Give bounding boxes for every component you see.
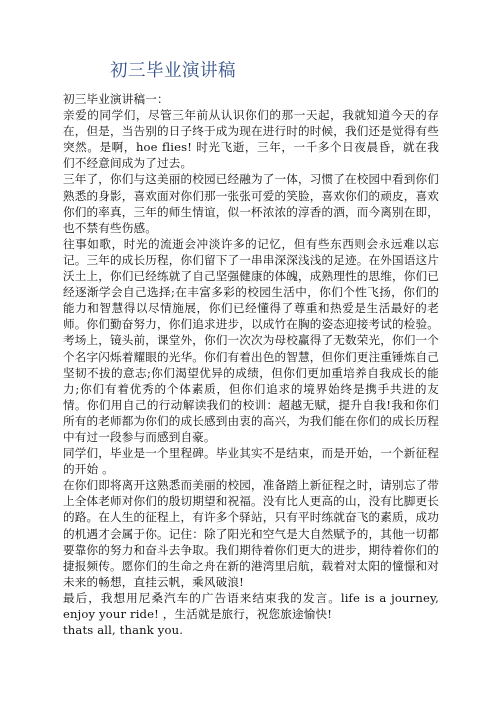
document-body (63, 91, 439, 638)
body-paragraph: 往事如歌，时光的流逝会冲淡许多的记忆，但有些东西则会永远难以忘记。三年的成长历程，你们留下了一串串深深浅浅的足迹。在外国语这片沃土上，你们已经练就了自己坚强健康的体魄，成熟理性的思维，你们已经逐渐学会自己选择;在丰富多彩的校园生活中，你们个性飞扬，你们的能力和智慧得以尽情施展，你们已经懂得了尊重和热爱是生活最好的老师。你们勤奋努力，你们追求进步，以成竹在胸的姿态迎接考试的检验。考场上，镜头前，课堂外，你们一次次为母校赢得了无数荣光，你们一个个名字闪烁着耀眼的光华。你们有着出色的智慧，但你们更注重锤炼自己坚韧不拔的意志;你们渴望优异的成绩，但你们更加重培养自我成长的能力;你们有着优秀的个体素质，但你们追求的境界始终是携手共进的友情。你们用自己的行动解读我们的校训：超越无赋，提升自我!我和你们所有的老师都为你们的成长感到由衷的高兴，为我们能在你们的成长历程中有过一段参与而感到自豪。 (63, 236, 439, 444)
closing-paragraph: thats all, thank you. (63, 623, 184, 638)
body-paragraph: 同学们，毕业是一个里程碑。毕业其实不是结束，而是开始，一个新征程的开始 。 (63, 446, 439, 477)
body-paragraph: 最后，我想用尼桑汽车的广告语来结束我的发言。life is a journey, enjoy your ride! ，生活就是旅行，祝您旅途愉快! (63, 590, 439, 621)
subtitle-paragraph: 初三毕业演讲稿一： (63, 92, 169, 106)
body-paragraph: 在你们即将离开这熟悉而美丽的校园，准备踏上新征程之时，请别忘了带上全体老师对你们的殷切期望和祝福。没有比人更高的山，没有比脚更长的路。在人生的征程上，有许多个驿站，只有平时练就奋飞的素质，成功的机遇才会属于你。记住：除了阳光和空气是大自然赋予的，其他一切都要靠你的努力和奋斗去争取。我们期待着你们更大的进步，期待着你们的捷报频传。愿你们的生命之舟在新的港湾里启航，载着对太阳的憧憬和对未来的畅想，直挂云帆，乘风破浪! (63, 478, 439, 589)
body-paragraph: 亲爱的同学们，尽管三年前从认识你们的那一天起，我就知道今天的存在，但是，当告别的日子终于成为现在进行时的时候，我们还是觉得有些突然。是啊，hoe flies! 时光飞逝，三年，一千多个日夜晨昏，就在我们不经意间成为了过去。 (63, 108, 439, 171)
body-paragraph: 三年了，你们与这美丽的校园已经融为了一体，习惯了在校园中看到你们熟悉的身影，喜欢面对你们那一张张可爱的笑脸，喜欢你们的顽皮，喜欢你们的率真，三年的师生情谊，似一杯浓浓的淳香的酒，而今离别在即，也不禁有些伤感。 (63, 172, 439, 235)
document-title: 初三毕业演讲稿 (110, 61, 236, 81)
document-page (63, 0, 439, 638)
